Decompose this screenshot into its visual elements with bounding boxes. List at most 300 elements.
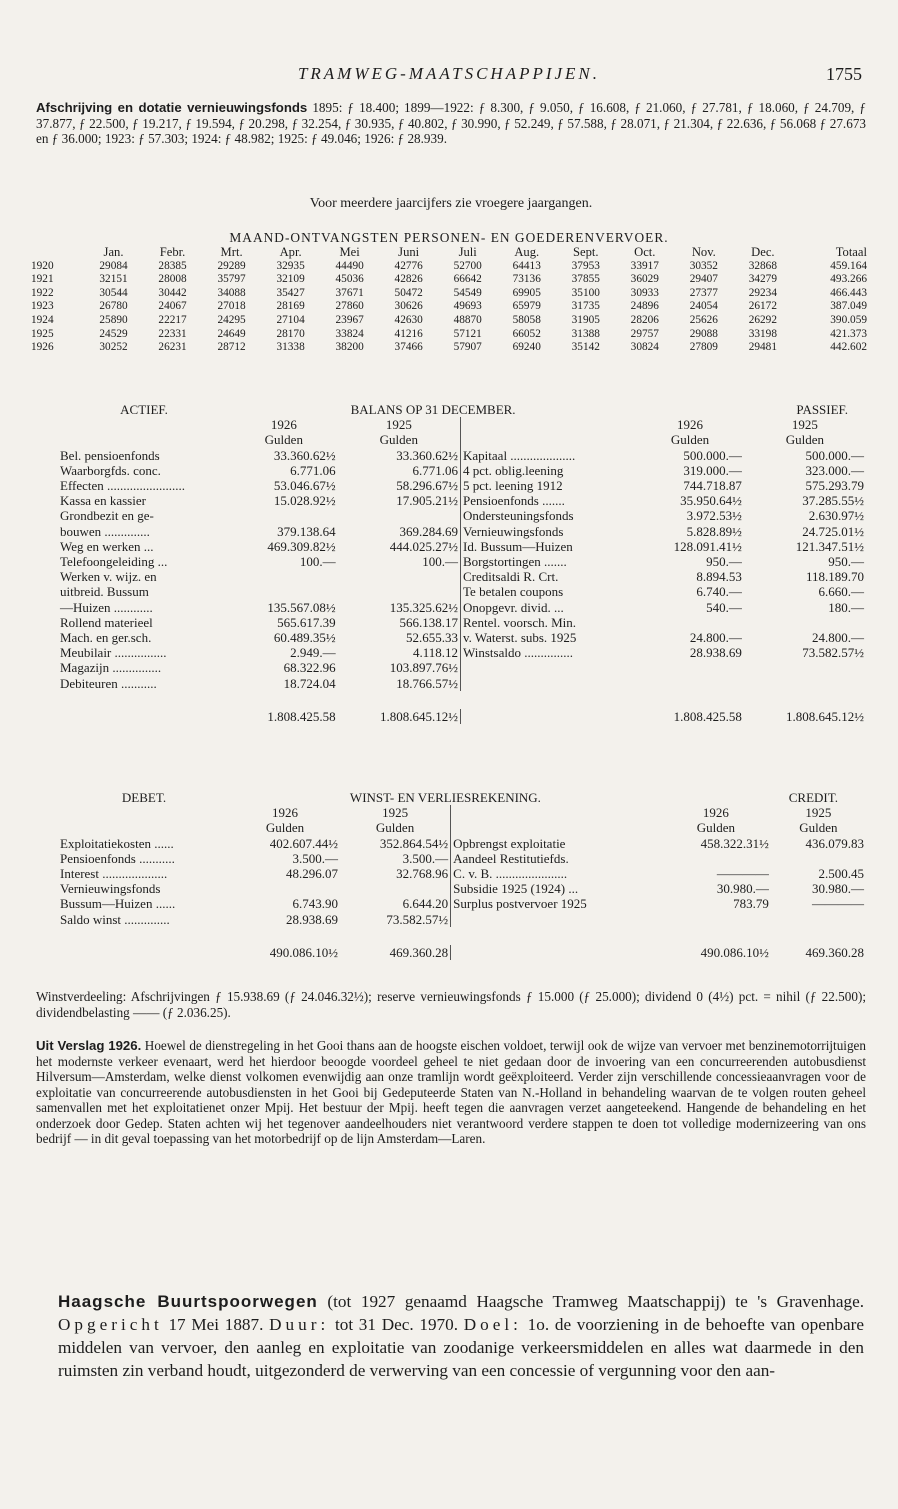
balans-left-item: bouwen .............. xyxy=(60,523,150,539)
balans-right-value-1926: 6.740.— xyxy=(696,584,742,600)
maand-row xyxy=(30,314,868,328)
balans-right-value-1926: 319.000.— xyxy=(683,462,742,478)
balans-left-value-1925 xyxy=(338,584,461,599)
balans-right-item: Winstsaldo ............... xyxy=(461,645,637,660)
balans-left-value-1926: 379.138.64 xyxy=(277,523,336,539)
balans-year-1926: 1926 xyxy=(270,417,297,433)
balans-right-item: Pensioenfonds ....... xyxy=(461,493,637,508)
balans-right-value-1926: 540.— xyxy=(706,599,742,615)
balans-right-value-1926 xyxy=(636,676,744,691)
maand-cell: 27018 xyxy=(217,300,246,313)
maand-cell: 459.164 xyxy=(830,259,867,272)
maand-cell: 29234 xyxy=(748,286,777,299)
winst-right-value-1925 xyxy=(771,912,866,927)
balans-right-value-1926: 35.950.64½ xyxy=(680,493,742,509)
winst-right-item: C. v. B. ...................... xyxy=(451,866,661,881)
maand-cell: 52700 xyxy=(453,259,482,272)
balans-row xyxy=(58,448,866,463)
balans-right-item: Borgstortingen ....... xyxy=(461,554,637,569)
balans-left-value-1926: 18.724.04 xyxy=(283,675,336,691)
maand-cell: 27377 xyxy=(689,286,718,299)
maand-column-header: Jan. xyxy=(103,245,124,259)
maand-cell: 31905 xyxy=(571,313,600,326)
balans-unit: Gulden xyxy=(379,432,418,448)
maand-cell: 390.059 xyxy=(830,313,867,326)
maand-column-header: Apr. xyxy=(279,245,302,259)
balans-row xyxy=(58,569,866,584)
balans-left-value-1926: 469.309.82½ xyxy=(267,538,336,554)
maand-cell: 31338 xyxy=(276,341,305,354)
maand-column-header: Oct. xyxy=(634,245,656,259)
company-name: Haagsche Buurtspoorwegen xyxy=(58,1292,318,1311)
maand-year: 1926 xyxy=(31,341,54,354)
maand-row xyxy=(30,300,868,314)
balans-right-value-1925: 121.347.51½ xyxy=(795,538,864,554)
winst-right-value-1925: ———— xyxy=(812,896,864,912)
balans-left-value-1925: 103.897.76½ xyxy=(389,660,459,676)
maand-cell: 42826 xyxy=(394,273,423,286)
balans-left-item: uitbreid. Bussum xyxy=(60,584,149,600)
maand-cell: 33824 xyxy=(335,327,364,340)
balans-right-value-1925: 6.660.— xyxy=(818,584,864,600)
winst-right-value-1926 xyxy=(661,912,771,927)
balans-right-value-1925: 73.582.57½ xyxy=(802,645,864,661)
maand-cell: 66052 xyxy=(512,327,541,340)
balans-left-item: Kassa en kassier xyxy=(60,493,146,509)
winst-left-value-1926: 6.743.90 xyxy=(292,896,338,912)
maand-year: 1925 xyxy=(31,327,54,340)
maand-column-header: Febr. xyxy=(159,245,186,259)
opgericht-label: Opgericht xyxy=(58,1315,163,1334)
verslag-text: Hoewel de dienstregeling in het Gooi thans aan de hoogste eischen voldoet, terwijl ook de wijze van vervoer met benzinemotorrijtuigen het modernste verkeer evenaart, werd het hierdoor beoogde voordeel geheel te niet gedaan door de invoering van een concurreerenden autobusdienst Hilversum—Amsterdam, welke dienst volkomen evenwijdig aan onze tramlijn wordt geëxploiteerd. Verder zijn verschillende concessieaanvragen voor de exploitatie van concurreerende autobusdiensten in het Gooi bij Gedeputeerde Staten van N.-Holland in behandeling waarvan de te volgen routen geheel samenvallen met het exploitatienet onzer Mpij. Het bestuur der Mpij. heeft tegen die aanvragen verzet aangeteekend. Hangende de behandeling en het onderzoek door Gedep. Staten achten wij het tegenover aandeelhouders niet verantwoord verdere stappen te doen tot volledige modernizeering van ons bedrijf — in dit geval toepassing van het motorbedrijf op de lijn Amsterdam—Laren. xyxy=(36,1038,866,1146)
winst-left-value-1925: 6.644.20 xyxy=(402,896,449,912)
maand-cell: 38200 xyxy=(335,341,364,354)
balans-right-item: v. Waterst. subs. 1925 xyxy=(461,630,637,645)
maand-cell: 30933 xyxy=(630,286,659,299)
maand-cell: 32935 xyxy=(276,259,305,272)
maand-cell: 26292 xyxy=(748,313,777,326)
winst-left-item: Saldo winst .............. xyxy=(60,911,170,927)
balans-right-value-1925: 950.— xyxy=(828,554,864,570)
winst-row xyxy=(58,836,866,851)
haagsche-text-b: 17 Mei 1887. xyxy=(162,1315,270,1334)
maand-cell: 24529 xyxy=(99,327,128,340)
balans-row xyxy=(58,554,866,569)
haagsche-text-c: tot 31 Dec. 1970. xyxy=(329,1315,464,1334)
maand-cell: 73136 xyxy=(512,273,541,286)
credit-heading: CREDIT. xyxy=(788,790,838,805)
maand-cell: 42776 xyxy=(394,259,423,272)
maand-cell: 69905 xyxy=(512,286,541,299)
maand-cell: 34279 xyxy=(748,273,777,286)
balans-left-value-1926 xyxy=(230,584,338,599)
maand-year: 1924 xyxy=(31,313,54,326)
debet-heading: DEBET. xyxy=(121,790,167,805)
balans-row xyxy=(58,645,866,660)
maand-cell: 29407 xyxy=(689,273,718,286)
winst-unit: Gulden xyxy=(799,820,838,836)
maand-cell: 28206 xyxy=(630,313,659,326)
winst-year-1925: 1925 xyxy=(382,805,409,821)
winst-right-value-1925 xyxy=(771,851,866,866)
maand-cell: 26780 xyxy=(99,300,128,313)
winst-right-item: Subsidie 1925 (1924) ... xyxy=(451,881,661,896)
maand-cell: 69240 xyxy=(512,341,541,354)
winst-left-item: Bussum—Huizen ...... xyxy=(60,896,176,912)
balans-right-value-1926: 5.828.89½ xyxy=(686,523,742,539)
maand-column-header: Mei xyxy=(339,245,360,259)
balans-right-item: Rentel. voorsch. Min. xyxy=(461,615,637,630)
maand-cell: 26172 xyxy=(748,300,777,313)
balans-right-value-1925: 2.630.97½ xyxy=(808,508,864,524)
balans-row xyxy=(58,630,866,645)
winst-left-value-1926 xyxy=(230,881,340,896)
maand-cell: 30824 xyxy=(630,341,659,354)
winst-right-value-1926: ———— xyxy=(716,866,769,882)
maand-cell: 22217 xyxy=(158,313,187,326)
maand-column-header: Totaal xyxy=(835,245,867,259)
maand-cell: 35797 xyxy=(217,273,246,286)
maand-column-header: Juli xyxy=(458,245,477,259)
maand-cell: 29289 xyxy=(217,259,246,272)
balans-left-value-1925: 6.771.06 xyxy=(412,462,459,478)
maand-cell: 64413 xyxy=(512,259,541,272)
winst-year-1925-right: 1925 xyxy=(805,805,832,821)
maand-table xyxy=(30,246,868,355)
maand-column-header: Aug. xyxy=(514,245,540,259)
balans-left-item: Bel. pensioenfonds xyxy=(60,447,160,463)
maand-cell: 36029 xyxy=(630,273,659,286)
maand-cell: 24295 xyxy=(217,313,246,326)
maand-row xyxy=(30,287,868,301)
maand-cell: 24067 xyxy=(158,300,187,313)
balans-row xyxy=(58,524,866,539)
balans-right-item: 4 pct. oblig.leening xyxy=(461,463,637,478)
balans-left-item: Meubilair ................ xyxy=(60,645,167,661)
balans-title: BALANS OP 31 DECEMBER. xyxy=(350,402,516,417)
balans-left-value-1925: 444.025.27½ xyxy=(389,538,459,554)
balans-left-value-1925: 100.— xyxy=(422,554,459,570)
winst-row xyxy=(58,866,866,881)
winst-left-value-1926: 3.500.— xyxy=(292,850,338,866)
maand-cell: 27860 xyxy=(335,300,364,313)
maand-year: 1921 xyxy=(31,273,54,286)
balans-left-value-1926: 68.322.96 xyxy=(283,660,336,676)
maand-cell: 466.443 xyxy=(830,286,867,299)
maand-cell: 54549 xyxy=(453,286,482,299)
winst-left-value-1926: 28.938.69 xyxy=(285,911,338,927)
maand-cell: 442.602 xyxy=(830,341,867,354)
maand-cell: 28170 xyxy=(276,327,305,340)
balans-row xyxy=(58,600,866,615)
maand-cell: 27809 xyxy=(689,341,718,354)
maand-cell: 29481 xyxy=(748,341,777,354)
balans-left-value-1926: 6.771.06 xyxy=(290,462,336,478)
balans-right-value-1926: 128.091.41½ xyxy=(673,538,742,554)
winst-right-value-1926: 30.980.— xyxy=(716,881,769,897)
duur-label: Duur: xyxy=(269,1315,330,1334)
winst-row xyxy=(58,881,866,896)
maand-title: MAAND-ONTVANGSTEN PERSONEN- EN GOEDERENVERVOER. xyxy=(229,230,669,245)
balans-left-value-1926: 135.567.08½ xyxy=(267,599,336,615)
maand-cell: 30544 xyxy=(99,286,128,299)
balans-row xyxy=(58,676,866,691)
winst-right-item: Surplus postvervoer 1925 xyxy=(451,896,661,911)
maand-year: 1920 xyxy=(31,259,54,272)
winst-row xyxy=(58,851,866,866)
maand-cell: 30626 xyxy=(394,300,423,313)
balans-left-item: Werken v. wijz. en xyxy=(60,569,157,585)
maand-cell: 32868 xyxy=(748,259,777,272)
winstverdeeling-paragraph: Winstverdeeling: Afschrijvingen ƒ 15.938.69 (ƒ 24.046.32½); reserve vernieuwingsfonds ƒ 15.000 (ƒ 25.000); dividend 0 (4½) pct. = nihil (ƒ 22.500); dividendbelasting —— (ƒ 2.036.25). xyxy=(36,989,866,1020)
winst-total: 490.086.10½ xyxy=(269,944,338,960)
balans-right-item: Onopgevr. divid. ... xyxy=(461,600,637,615)
balans-right-value-1926 xyxy=(636,615,744,630)
maand-cell: 29757 xyxy=(630,327,659,340)
balans-right-value-1925: 575.293.79 xyxy=(805,478,864,494)
maand-cell: 57121 xyxy=(453,327,482,340)
balans-left-value-1925: 4.118.12 xyxy=(412,645,459,661)
balans-right-value-1925: 500.000.— xyxy=(805,447,864,463)
balans-left-item: Magazijn ............... xyxy=(60,660,162,676)
balans-right-item: Creditsaldi R. Crt. xyxy=(461,569,637,584)
balans-left-item: Debiteuren ........... xyxy=(60,675,157,691)
maand-cell: 33198 xyxy=(748,327,777,340)
balans-left-item: Waarborgfds. conc. xyxy=(60,462,161,478)
maand-cell: 32151 xyxy=(99,273,128,286)
maand-cell: 30442 xyxy=(158,286,187,299)
maand-cell: 45036 xyxy=(335,273,364,286)
winst-left-value-1925 xyxy=(340,881,451,896)
maand-column-header: Sept. xyxy=(572,245,599,259)
balans-right-value-1926: 744.718.87 xyxy=(683,478,742,494)
maand-cell: 49693 xyxy=(453,300,482,313)
balans-right-item: Te betalen coupons xyxy=(461,584,637,599)
winst-left-value-1925: 352.864.54½ xyxy=(379,835,449,851)
balans-right-value-1926: 8.894.53 xyxy=(696,569,742,585)
maand-cell: 24649 xyxy=(217,327,246,340)
balans-right-value-1925 xyxy=(744,660,866,675)
maand-row xyxy=(30,341,868,355)
balans-right-value-1926: 28.938.69 xyxy=(689,645,742,661)
balans-year-1925-right: 1925 xyxy=(791,417,818,433)
balans-right-value-1926: 3.972.53½ xyxy=(686,508,742,524)
balans-right-value-1925: 24.800.— xyxy=(812,630,864,646)
maand-cell: 33917 xyxy=(630,259,659,272)
maand-cell: 28385 xyxy=(158,259,187,272)
balans-right-value-1926: 500.000.— xyxy=(683,447,742,463)
winst-row xyxy=(58,912,866,927)
balans-right-item: Ondersteuningsfonds xyxy=(461,508,637,523)
balans-right-value-1926 xyxy=(636,660,744,675)
balans-left-item: —Huizen ............ xyxy=(60,599,153,615)
balans-right-item xyxy=(461,660,637,675)
maand-year: 1923 xyxy=(31,300,54,313)
maand-cell: 37855 xyxy=(571,273,600,286)
balans-left-value-1926: 565.617.39 xyxy=(277,614,336,630)
maand-cell: 30352 xyxy=(689,259,718,272)
maand-cell: 48870 xyxy=(453,313,482,326)
winst-right-item: Opbrengst exploitatie xyxy=(451,836,661,851)
balans-left-value-1926: 60.489.35½ xyxy=(273,630,336,646)
balans-left-item: Weg en werken ... xyxy=(60,538,154,554)
maand-cell: 421.373 xyxy=(830,327,867,340)
balans-unit: Gulden xyxy=(670,432,710,448)
haagsche-text-a: (tot 1927 genaamd Haagsche Tramweg Maatschappij) te 's Gravenhage. xyxy=(317,1292,864,1311)
balans-year-1925: 1925 xyxy=(385,417,412,433)
winst-unit: Gulden xyxy=(265,820,305,836)
maand-cell: 66642 xyxy=(453,273,482,286)
maand-cell: 57907 xyxy=(453,341,482,354)
afschrijving-label: Afschrijving en dotatie vernieuwingsfonds xyxy=(36,100,308,115)
balans-right-value-1925: 24.725.01½ xyxy=(802,523,864,539)
balans-left-value-1925: 33.360.62½ xyxy=(396,447,459,463)
balans-left-value-1926 xyxy=(230,508,338,523)
balans-unit: Gulden xyxy=(785,432,825,448)
afschrijving-paragraph xyxy=(36,100,866,147)
balans-right-item: Id. Bussum—Huizen xyxy=(461,539,637,554)
winst-table xyxy=(58,790,866,960)
winst-unit: Gulden xyxy=(696,820,735,836)
jaarcijfers-note: Voor meerdere jaarcijfers zie vroegere jaargangen. xyxy=(309,196,593,211)
winst-right-value-1926: 458.322.31½ xyxy=(700,835,769,851)
winst-left-item: Vernieuwingsfonds xyxy=(60,881,161,897)
balans-row xyxy=(58,539,866,554)
maand-cell: 34088 xyxy=(217,286,246,299)
maand-cell: 29088 xyxy=(689,327,718,340)
balans-right-item xyxy=(461,676,637,691)
maand-cell: 25626 xyxy=(689,313,718,326)
maand-cell: 37953 xyxy=(571,259,600,272)
doel-label: Doel: xyxy=(463,1315,522,1334)
balans-left-value-1925: 17.905.21½ xyxy=(396,493,459,509)
maand-column-header: Juni xyxy=(398,245,420,259)
winst-left-value-1926: 402.607.44½ xyxy=(269,835,338,851)
balans-year-1926-right: 1926 xyxy=(677,417,703,433)
maand-cell: 58058 xyxy=(512,313,541,326)
winst-left-value-1925: 3.500.— xyxy=(402,850,449,866)
balans-left-value-1925 xyxy=(338,569,461,584)
maand-row xyxy=(30,273,868,287)
balans-right-value-1925: 323.000.— xyxy=(805,462,864,478)
balans-row xyxy=(58,615,866,630)
maand-cell: 31735 xyxy=(571,300,600,313)
balans-left-value-1926 xyxy=(230,569,338,584)
balans-total: 1.808.645.12½ xyxy=(380,708,459,724)
maand-cell: 26231 xyxy=(158,341,187,354)
balans-left-value-1926: 100.— xyxy=(299,554,336,570)
maand-cell: 25890 xyxy=(99,313,128,326)
maand-cell: 22331 xyxy=(158,327,187,340)
maand-cell: 32109 xyxy=(276,273,305,286)
winst-year-1926-right: 1926 xyxy=(702,805,729,821)
balans-right-item: Vernieuwingsfonds xyxy=(461,524,637,539)
balans-right-value-1926: 24.800.— xyxy=(689,630,742,646)
balans-left-value-1925: 52.655.33 xyxy=(406,630,459,646)
winst-year-1926: 1926 xyxy=(271,805,298,821)
balans-left-value-1925 xyxy=(338,508,461,523)
maand-cell: 31388 xyxy=(571,327,600,340)
maand-column-header: Nov. xyxy=(691,245,716,259)
haagsche-text-d: 1o. de voorziening in de behoefte van openbare middelen van vervoer, den aanleg en exploitatie van zoodanige verkeersmiddelen en alles wat daarmede in den ruimsten zin verband houdt, uitgezonderd de verwerving van een concessie of vergunning voor den aan- xyxy=(58,1315,864,1380)
winst-unit: Gulden xyxy=(375,820,415,836)
winst-total: 469.360.28 xyxy=(389,944,449,960)
maand-year: 1922 xyxy=(31,286,54,299)
maand-row xyxy=(30,328,868,342)
maand-cell: 29084 xyxy=(99,259,128,272)
balans-left-item: Mach. en ger.sch. xyxy=(60,630,152,646)
balans-left-item: Rollend materieel xyxy=(60,614,153,630)
winst-left-item: Pensioenfonds ........... xyxy=(60,850,175,866)
maand-cell: 24896 xyxy=(630,300,659,313)
maand-cell: 27104 xyxy=(276,313,305,326)
maand-column-header: Dec. xyxy=(751,245,775,259)
balans-unit: Gulden xyxy=(264,432,303,448)
balans-right-value-1925 xyxy=(744,615,866,630)
running-title: TRAMWEG-MAATSCHAPPIJEN. xyxy=(297,64,601,83)
balans-left-value-1926: 15.028.92½ xyxy=(273,493,336,509)
balans-row xyxy=(58,660,866,675)
balans-right-item: Kapitaal .................... xyxy=(461,448,637,463)
maand-cell: 28712 xyxy=(217,341,246,354)
balans-total: 1.808.425.58 xyxy=(673,708,742,724)
maand-row xyxy=(30,260,868,274)
balans-left-item: Grondbezit en ge- xyxy=(60,508,154,524)
maand-cell: 24054 xyxy=(689,300,718,313)
winst-left-value-1925: 73.582.57½ xyxy=(386,911,449,927)
maand-cell: 35142 xyxy=(571,341,600,354)
winst-left-value-1925: 32.768.96 xyxy=(396,866,449,882)
balans-left-item: Telefoongeleiding ... xyxy=(60,554,168,570)
balans-right-value-1925: 37.285.55½ xyxy=(802,493,864,509)
afschrijving-text: 1895: ƒ 18.400; 1899—1922: ƒ 8.300, ƒ 9.050, ƒ 16.608, ƒ 21.060, ƒ 27.781, ƒ 18.060, ƒ 24.709, ƒ 37.877, ƒ 22.500, ƒ 19.217, ƒ 19.594, ƒ 20.298, ƒ 32.254, ƒ 30.935, ƒ 40.802, ƒ 30.990, ƒ 52.249, ƒ 57.588, ƒ 28.071, ƒ 21.304, ƒ 22.636, ƒ 56.068 ƒ 27.673 en ƒ 36.000; 1923: ƒ 57.303; 1924: ƒ 48.982; 1925: ƒ 49.046; 1926: ƒ 28.939. xyxy=(36,100,866,146)
balans-right-item: 5 pct. leening 1912 xyxy=(461,478,637,493)
balans-row xyxy=(58,508,866,523)
winst-total: 490.086.10½ xyxy=(700,944,769,960)
balans-right-value-1925: 180.— xyxy=(828,599,864,615)
balans-left-value-1925: 18.766.57½ xyxy=(396,675,459,691)
maand-cell: 23967 xyxy=(335,313,364,326)
balans-left-value-1926: 2.949.— xyxy=(290,645,336,661)
balans-left-value-1925: 369.284.69 xyxy=(399,523,459,539)
winst-left-item: Interest .................... xyxy=(60,866,168,882)
balans-left-value-1926: 33.360.62½ xyxy=(273,447,336,463)
winst-right-value-1926 xyxy=(661,851,771,866)
balans-row xyxy=(58,478,866,493)
winst-left-value-1926: 48.296.07 xyxy=(285,866,338,882)
winst-right-value-1925: 2.500.45 xyxy=(818,866,864,882)
balans-left-value-1926: 53.046.67½ xyxy=(273,478,336,494)
balans-table xyxy=(58,402,866,724)
actief-heading: ACTIEF. xyxy=(120,402,168,417)
balans-right-value-1926: 950.— xyxy=(706,554,742,570)
maand-cell: 41216 xyxy=(394,327,423,340)
maand-cell: 37671 xyxy=(335,286,364,299)
haagsche-paragraph xyxy=(58,1290,864,1382)
maand-cell: 30252 xyxy=(99,341,128,354)
balans-row xyxy=(58,493,866,508)
maand-cell: 35100 xyxy=(571,286,600,299)
winst-right-item: Aandeel Restitutiefds. xyxy=(451,851,661,866)
winst-right-value-1925: 30.980.— xyxy=(812,881,864,897)
maand-cell: 28169 xyxy=(276,300,305,313)
winst-left-item: Exploitatiekosten ...... xyxy=(60,835,174,851)
balans-left-item: Effecten ........................ xyxy=(60,478,186,494)
balans-total: 1.808.645.12½ xyxy=(786,708,864,724)
maand-cell: 37466 xyxy=(394,341,423,354)
maand-cell: 28008 xyxy=(158,273,187,286)
winst-total: 469.360.28 xyxy=(805,944,864,960)
